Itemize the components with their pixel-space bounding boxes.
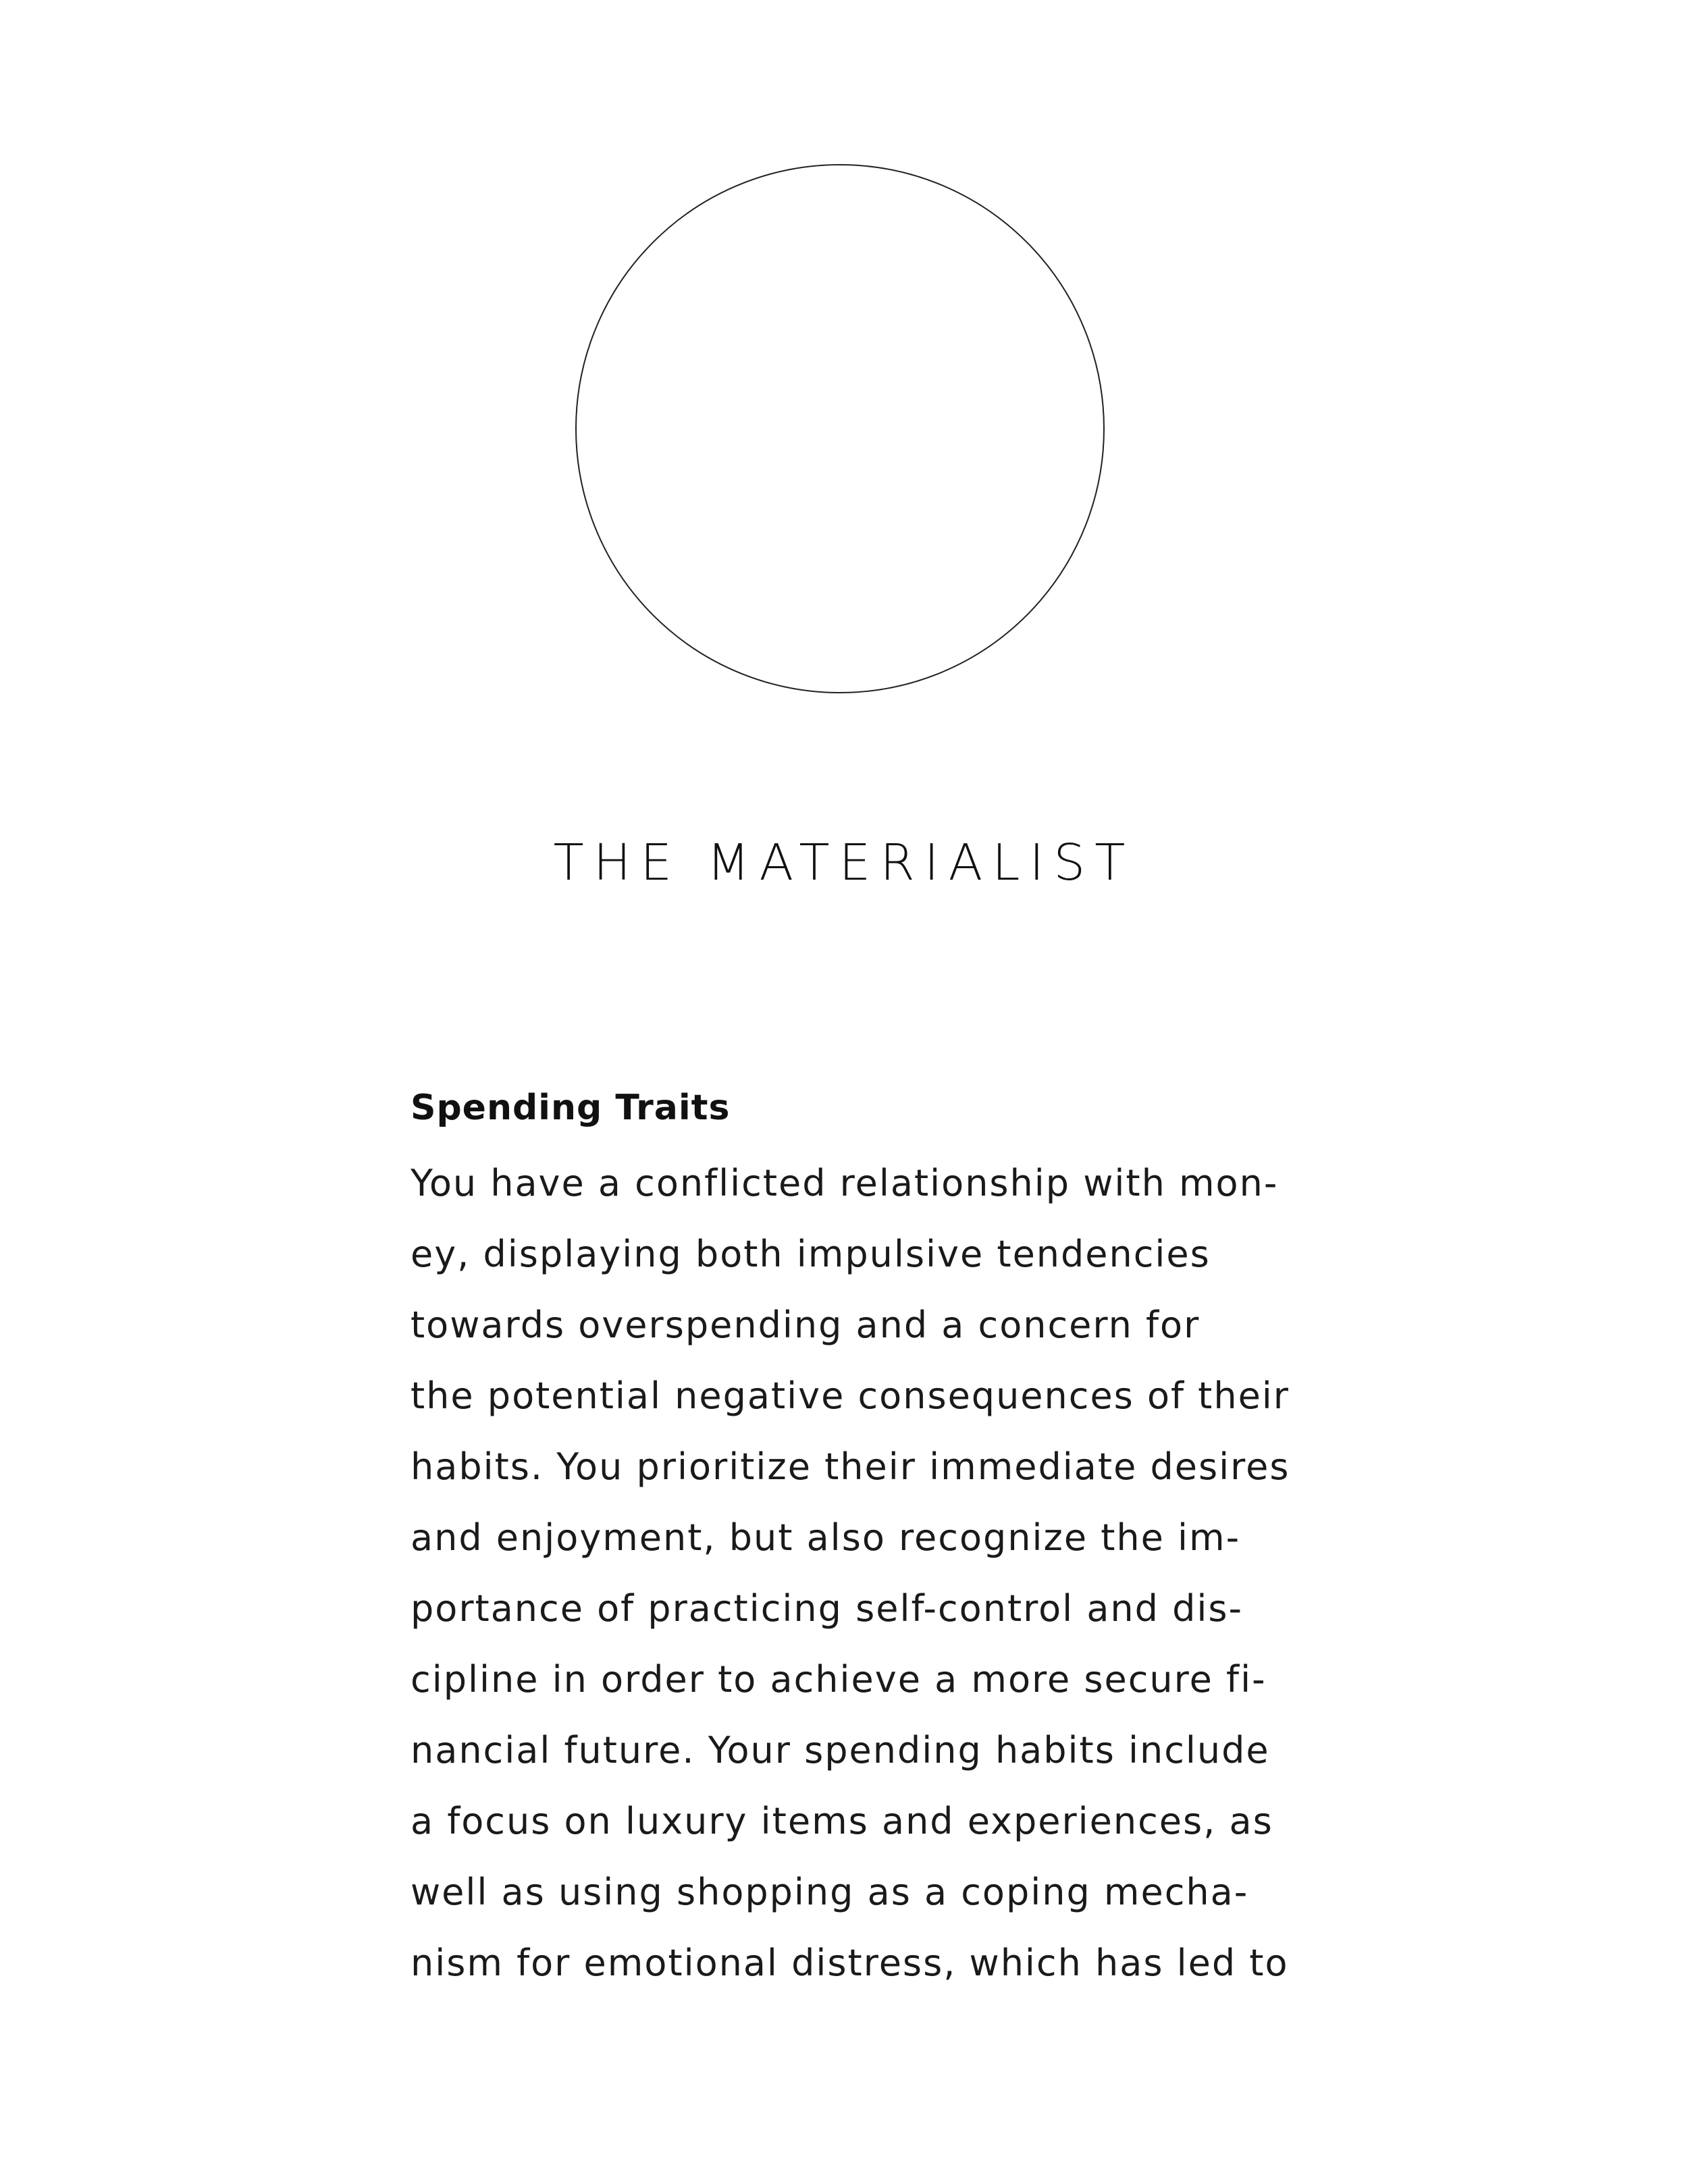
page-title: THE MATERIALIST <box>553 834 1135 892</box>
outline-circle-icon <box>575 163 1105 694</box>
body-line: nism for emotional distress, which has led to <box>411 1942 1289 1984</box>
section-heading: Spending Traits <box>411 1088 731 1128</box>
body-line: cipline in order to achieve a more secure fi- <box>411 1658 1267 1701</box>
spending-traits-section <box>411 1077 1288 1998</box>
body-line: a focus on luxury items and experiences, as <box>411 1800 1273 1842</box>
body-line: portance of practicing self-control and dis- <box>411 1587 1243 1630</box>
body-line: towards overspending and a concern for <box>411 1304 1201 1346</box>
body-line: nancial future. Your spending habits include <box>411 1729 1270 1772</box>
body-line: ey, displaying both impulsive tendencies <box>411 1233 1211 1275</box>
body-line: and enjoyment, but also recognize the im- <box>411 1516 1241 1559</box>
body-line: well as using shopping as a coping mecha- <box>411 1871 1249 1913</box>
body-line: the potential negative consequences of their <box>411 1375 1290 1417</box>
body-line: habits. You prioritize their immediate desires <box>411 1445 1290 1488</box>
body-line: You have a conflicted relationship with mon- <box>411 1162 1279 1204</box>
section-body <box>411 1148 1288 1998</box>
